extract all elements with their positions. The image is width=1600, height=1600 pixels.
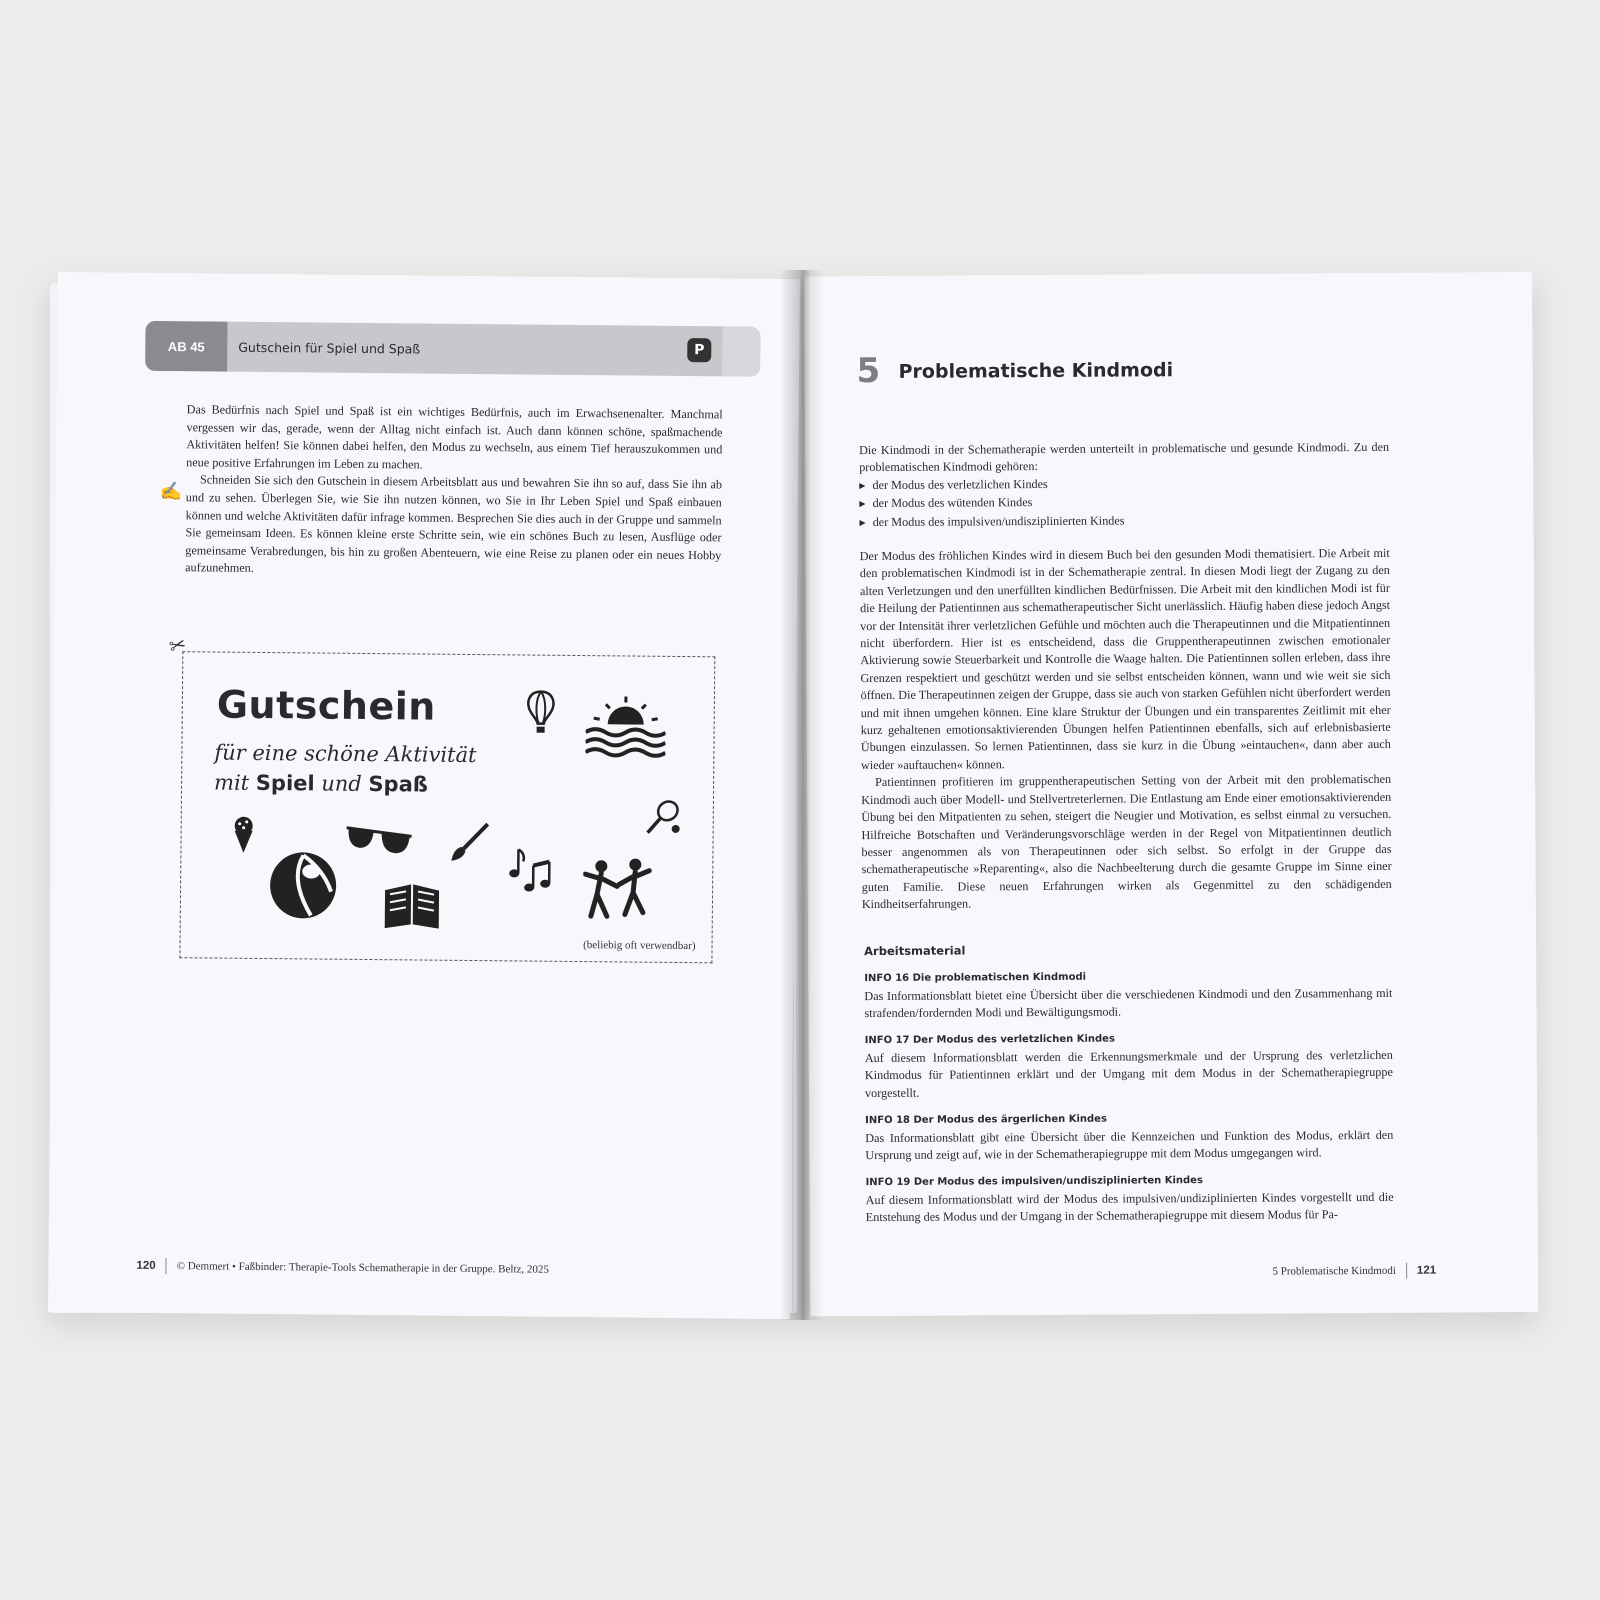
- chapter-body: [860, 545, 1392, 914]
- paintbrush-icon: [447, 821, 491, 865]
- right-page: [804, 272, 1538, 1316]
- chapter-title: Problematische Kindmodi: [898, 359, 1174, 383]
- right-footer: [1272, 1263, 1436, 1280]
- voucher-word-spiel: Spiel: [255, 770, 315, 796]
- chapter-paragraph-2: Patientinnen profitieren im gruppentherapeutischen Setting von der Arbeit mit den problematischen Kindmodi auch über Modell- und Stellvertreterlernen. Die Entlastung am Ende einer emotionsaktivierenden Übung bei den Mitpatienten zu sehen, steigert die Neugier und Motivation, es selbst einmal zu versuchen. Hilfreiche Botschaften und Veränderungsvorschläge werden in der Regel von Mitpatientinnen deutlich besser angenommen als von Therapeutinnen oder sich selbst. So erfolgt in der Gruppe das schematherapeutische »Reparenting«, also die Nachbeelterung durch die gesamte Gruppe im Sinne einer guten Familie. Diese neuen Erfahrungen wirken als Gegenmittel zu den schädigenden Kindheitserfahrungen.: [861, 772, 1392, 912]
- left-page: [48, 272, 800, 1319]
- pointing-hand-icon: ✍: [159, 480, 183, 502]
- footer-divider: [1406, 1263, 1407, 1279]
- header-end-cap: [722, 326, 760, 376]
- info-heading: INFO 16 Die problematischen Kindmodi: [864, 971, 1087, 985]
- chapter-intro: Die Kindmodi in der Schematherapie werden unterteilt in problematische und gesunde Kindmodi. Zu den problematischen Kindmodi gehören:: [859, 439, 1390, 475]
- info-text: Das Informationsblatt bietet eine Übersicht über die verschiedenen Kindmodi und den Zusammenhang mit strafenden/fordernden Modi und Bewältigungsmodi.: [864, 986, 1393, 1021]
- dancing-people-icon: [583, 856, 656, 923]
- sunset-sea-icon: [585, 694, 666, 761]
- info-text: Auf diesem Informationsblatt werden die Erkennungsmerkmale und der Ursprung des verletzlichen Kindmodus für Patientinnen erklärt und der Umgang mit dem Modus in der Schematherapiegruppe vorgestellt.: [864, 1048, 1393, 1100]
- paragraph-2: Schneiden Sie sich den Gutschein in diesem Arbeitsblatt aus und bewahren Sie ihn so auf, dass Sie ihn ab und zu sehen. Überlegen Sie, wie Sie ihn nutzen können, wo Sie in Ihr Leben Spiel und Spaß einbauen können und welche Aktivitäten dafür infrage kommen. Besprechen Sie dies auch in der Gruppe und sammeln Sie gemeinsam Ideen. Es können kleine erste Schritte sein, wie ein schönes Buch zu lesen, Ausflüge oder gemeinsame Verabredungen, bis hin zu großen Abenteuern, wie eine Reise zu planen oder ein neues Hobby aufzunehmen.: [185, 472, 723, 576]
- footer-divider: [166, 1258, 167, 1274]
- voucher-line-2-pre: mit: [213, 770, 256, 795]
- list-item: ▶ der Modus des wütenden Kindes: [859, 494, 1124, 514]
- info-heading: INFO 19 Der Modus des impulsiven/undisziplinierten Kindes: [865, 1175, 1203, 1189]
- left-body-text: [185, 401, 723, 582]
- running-title: 5 Problematische Kindmodi: [1272, 1264, 1396, 1278]
- voucher-title: Gutschein: [216, 682, 437, 729]
- section-heading: Arbeitsmaterial: [864, 943, 966, 959]
- beach-ball-icon: [267, 849, 340, 922]
- chapter-paragraph-1: Der Modus des fröhlichen Kindes wird in diesem Buch bei den gesunden Modi thematisiert. Die Arbeit mit den problematischen Kindmodi ist in der Schematherapie zentral. In diesen Modi liegt der Zugang zu den alten Verletzungen und den unerfüllten kindlichen Bedürfnissen. Die Arbeit mit den kindlichen Modi ist für die Heilung der Patientinnen aus schematherapeutischer Sicht unerlässlich. Häufig haben diese jedoch Angst vor der Intensität ihrer verletzlichen Gefühle und möchten auch die Therapeutinnen und die Mitpatientinnen nicht überfordern. Hier ist es entscheidend, dass die Gruppentherapeutinnen zwischen emotionaler Aktivierung sowie Steuerbarkeit und Kontrolle die Waage halten. Die Patientinnen sollen erleben, dass ihre Grenzen respektiert und geschützt werden und sie selbst entscheiden können, wann und wie weit sie sich öffnen. Die Therapeutinnen zeigen der Gruppe, dass sie auch von starken Gefühlen nicht überfordert werden und mit ihnen umgehen können. Eine klare Struktur der Übungen und ein transparentes Zeitlimit mit eher kurz gehaltenen emotionsaktivierenden Übungen helfen Patientinnen ebenfalls, sich auf erlebnisbasierte Übungen einzulassen. So lernen Patientinnen, dass sie kurz in die Übung »eintauchen«, dann aber auch wieder »auftauchen« können.: [859, 545, 1391, 772]
- chapter-number: 5: [856, 350, 881, 392]
- hot-air-balloon-icon: [526, 690, 556, 734]
- page-number-right: 121: [1416, 1264, 1437, 1277]
- info-block: [864, 967, 1392, 1023]
- list-item: ▶ der Modus des impulsiven/undisziplinierten Kindes: [859, 512, 1124, 532]
- tennis-icon: [644, 799, 684, 839]
- info-block: [865, 1029, 1393, 1102]
- info-block: [865, 1109, 1393, 1165]
- voucher-note: (beliebig oft verwendbar): [583, 939, 696, 953]
- scissors-icon: ✂: [167, 633, 189, 659]
- citation: © Demmert • Faßbinder: Therapie-Tools Schematherapie in der Gruppe. Beltz, 2025: [176, 1260, 549, 1276]
- voucher-line-2: [214, 771, 428, 797]
- info-text: Auf diesem Informationsblatt wird der Modus des impulsiven/undiziplinierten Kindes vorgestellt und die Entstehung des Modus und der Umgang in der Schematherapiegruppe mit diesem Modus für Pa-: [865, 1190, 1394, 1225]
- worksheet-code: AB 45: [145, 321, 227, 372]
- music-notes-icon: [507, 843, 553, 893]
- voucher-line-1: für eine schöne Aktivität: [214, 740, 477, 768]
- patient-badge: P: [687, 338, 711, 362]
- worksheet-header: [145, 321, 760, 377]
- book-gutter: [780, 270, 824, 1320]
- ice-cream-icon: [229, 815, 257, 855]
- voucher-line-2-mid: und: [314, 771, 369, 797]
- kindmodi-list: [859, 475, 1124, 532]
- info-block: [865, 1171, 1393, 1227]
- voucher-word-spass: Spaß: [368, 772, 429, 797]
- worksheet-title: Gutschein für Spiel und Spaß: [238, 339, 421, 356]
- left-footer: [136, 1258, 549, 1278]
- info-text: Das Informationsblatt gibt eine Übersicht über die Kennzeichen und Funktion des Modus, erklärt den Ursprung und zeigt auf, wie in der Schematherapiegruppe mit dem Modus umgegangen wird.: [865, 1128, 1394, 1163]
- sunglasses-icon: [343, 820, 413, 861]
- info-heading: INFO 17 Der Modus des verletzlichen Kindes: [864, 1033, 1115, 1047]
- page-number-left: 120: [136, 1259, 156, 1272]
- paragraph-1: Das Bedürfnis nach Spiel und Spaß ist ein wichtiges Bedürfnis, auch im Erwachsenenalter. Manchmal vergessen wir das, gerade, wenn der Alltag nicht einfach ist. Auch dann können schöne, spaßmachende Aktivitäten helfen! Sie können dabei helfen, den Modus zu wechseln, aus einem Tief herauszukommen und neue positive Erfahrungen im Leben zu machen.: [186, 402, 723, 472]
- list-item: ▶ der Modus des verletzlichen Kindes: [859, 475, 1124, 495]
- info-heading: INFO 18 Der Modus des ärgerlichen Kindes: [865, 1113, 1107, 1127]
- book-icon: [381, 880, 443, 933]
- voucher-card: [179, 651, 715, 963]
